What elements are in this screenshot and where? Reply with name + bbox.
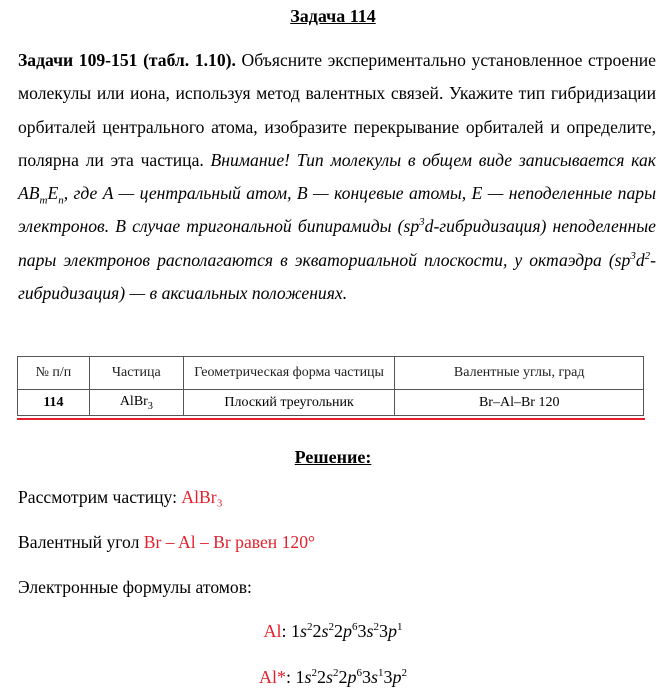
cell-shape: Плоский треугольник <box>183 390 395 416</box>
statement-note: Внимание! Тип молекулы в общем виде записывается как $AB_mE_n$, где A — центральный атом, B — концевые атомы, E — неподеленные пары электронов. В случае тригональной бипирамиды $(sp^3d-гибридизация)$ неподеленные пары электронов располагаются в экваториальной плоскости, у октаэдра $(sp^3d^2-гибридизация)$ — в аксиальных положениях. <box>18 149 656 304</box>
header-angles: Валентные углы, град <box>395 357 644 390</box>
electron-formulas-label: Электронные формулы атомов: <box>18 577 252 597</box>
al-electron-formula: Al: $1s^22s^22p^63s^23p^1$ <box>263 621 403 641</box>
header-number: № п/п <box>18 357 90 390</box>
header-shape: Геометрическая форма частицы <box>183 357 395 390</box>
consider-line: Рассмотрим частицу: AlBr₃ <box>18 487 223 507</box>
header-particle: Частица <box>89 357 183 390</box>
cell-angles: Br–Al–Br 120 <box>395 390 644 416</box>
statement-text: Объясните экспериментально установленное строение молекулы или иона, используя метод валентных связей. Укажите тип гибридизации орбиталей центрального атома, изобразите перекрывание орбиталей и определите, полярна ли эта частица. <box>18 50 656 170</box>
cell-particle: AlBr$_3$ <box>89 390 183 416</box>
particle-formula: AlBr₃ <box>181 487 223 507</box>
angle-line: Валентный угол Br – Al – Br равен 120° <box>18 532 316 552</box>
solution-title: Решение: <box>294 447 372 467</box>
table-header-row <box>18 357 644 390</box>
cell-number: 114 <box>18 390 90 416</box>
table-underline <box>17 418 645 420</box>
problem-title: Задача 114 <box>290 6 376 26</box>
statement-lead: Задачи 109-151 (табл. 1.10). <box>18 50 236 70</box>
problem-statement <box>18 44 656 310</box>
angle-value: Br – Al – Br равен 120° <box>143 532 316 552</box>
al-excited-electron-formula: Al*: $1s^22s^22p^63s^13p^2$ <box>258 667 408 687</box>
data-table <box>17 356 644 416</box>
table-row <box>18 390 644 416</box>
